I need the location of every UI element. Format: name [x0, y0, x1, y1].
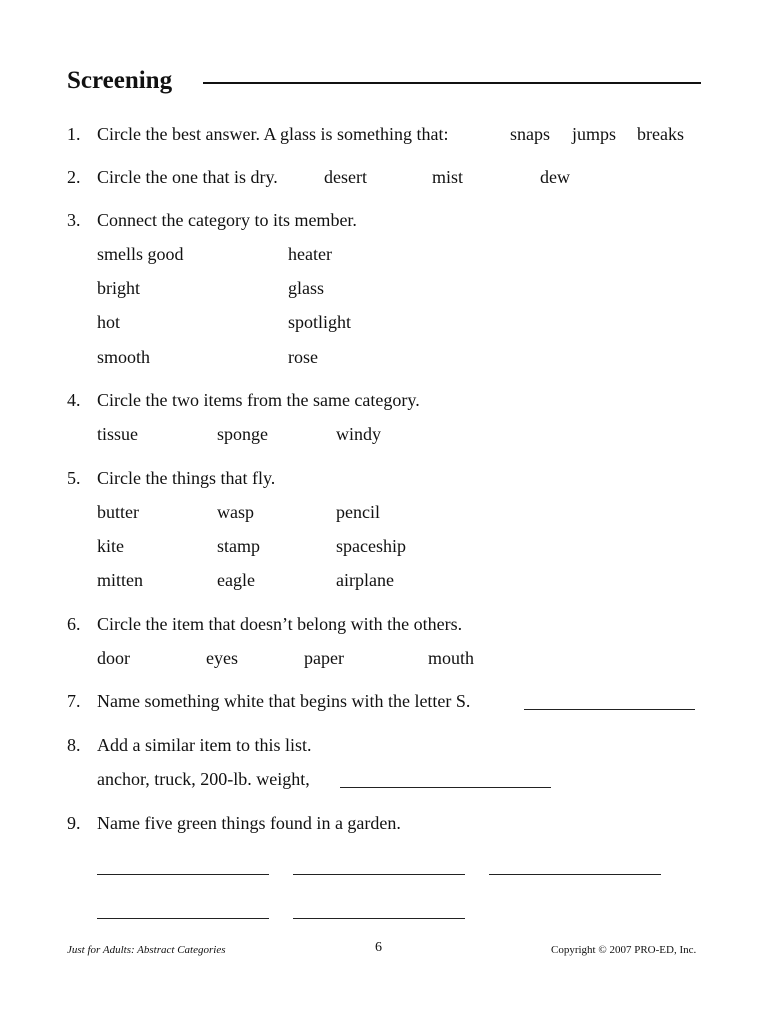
answer-option: desert: [324, 167, 367, 187]
answer-option: butter: [97, 502, 139, 522]
item-prompt: Add a similar item to this list.: [97, 735, 312, 755]
item-number: 7.: [67, 691, 81, 711]
item-prompt: Connect the category to its member.: [97, 210, 357, 230]
member-term: heater: [288, 244, 332, 264]
member-term: spotlight: [288, 312, 352, 332]
answer-option: mouth: [428, 648, 475, 668]
item-prompt: Circle the things that fly.: [97, 468, 276, 488]
item-number: 5.: [67, 468, 81, 488]
item-number: 1.: [67, 124, 81, 144]
item-prompt: Circle the best answer. A glass is something that:: [97, 124, 449, 144]
item-list: anchor, truck, 200-lb. weight,: [97, 769, 310, 789]
category-term: smooth: [97, 347, 151, 367]
answer-option: kite: [97, 536, 124, 556]
category-term: smells good: [97, 244, 184, 264]
answer-option: stamp: [217, 536, 260, 556]
page-number: 6: [375, 940, 382, 955]
answer-option: spaceship: [336, 536, 406, 556]
answer-blank[interactable]: [293, 918, 465, 919]
item-number: 3.: [67, 210, 81, 230]
answer-option: mist: [432, 167, 464, 187]
item-prompt: Circle the item that doesn’t belong with the others.: [97, 614, 463, 634]
answer-blank[interactable]: [340, 787, 551, 788]
footer-copyright: Copyright © 2007 PRO-ED, Inc.: [551, 944, 697, 956]
answer-option: dew: [540, 167, 570, 187]
item-number: 4.: [67, 390, 81, 410]
answer-option: snaps: [510, 124, 550, 144]
item-prompt: Name something white that begins with the letter S.: [97, 691, 471, 711]
answer-blank[interactable]: [524, 709, 695, 710]
item-prompt: Circle the one that is dry.: [97, 167, 278, 187]
item-number: 6.: [67, 614, 81, 634]
item-prompt: Name five green things found in a garden.: [97, 813, 401, 833]
page-heading: Screening: [67, 67, 173, 94]
answer-option: eyes: [206, 648, 238, 668]
answer-option: paper: [304, 648, 344, 668]
answer-option: mitten: [97, 570, 143, 590]
item-prompt: Circle the two items from the same category.: [97, 390, 420, 410]
answer-blank[interactable]: [97, 918, 269, 919]
item-number: 8.: [67, 735, 81, 755]
answer-option: breaks: [637, 124, 684, 144]
answer-option: eagle: [217, 570, 255, 590]
answer-option: sponge: [217, 424, 268, 444]
answer-option: tissue: [97, 424, 139, 444]
heading-rule: [203, 82, 701, 84]
answer-option: door: [97, 648, 130, 668]
category-term: bright: [97, 278, 140, 298]
answer-option: wasp: [217, 502, 254, 522]
footer-book-title: Just for Adults: Abstract Categories: [67, 944, 226, 956]
answer-blank[interactable]: [293, 874, 465, 875]
item-number: 2.: [67, 167, 81, 187]
answer-blank[interactable]: [489, 874, 661, 875]
category-term: hot: [97, 312, 121, 332]
member-term: rose: [288, 347, 318, 367]
answer-option: jumps: [572, 124, 617, 144]
answer-option: pencil: [336, 502, 380, 522]
answer-blank[interactable]: [97, 874, 269, 875]
item-number: 9.: [67, 813, 81, 833]
answer-option: windy: [336, 424, 381, 444]
answer-option: airplane: [336, 570, 394, 590]
member-term: glass: [288, 278, 324, 298]
